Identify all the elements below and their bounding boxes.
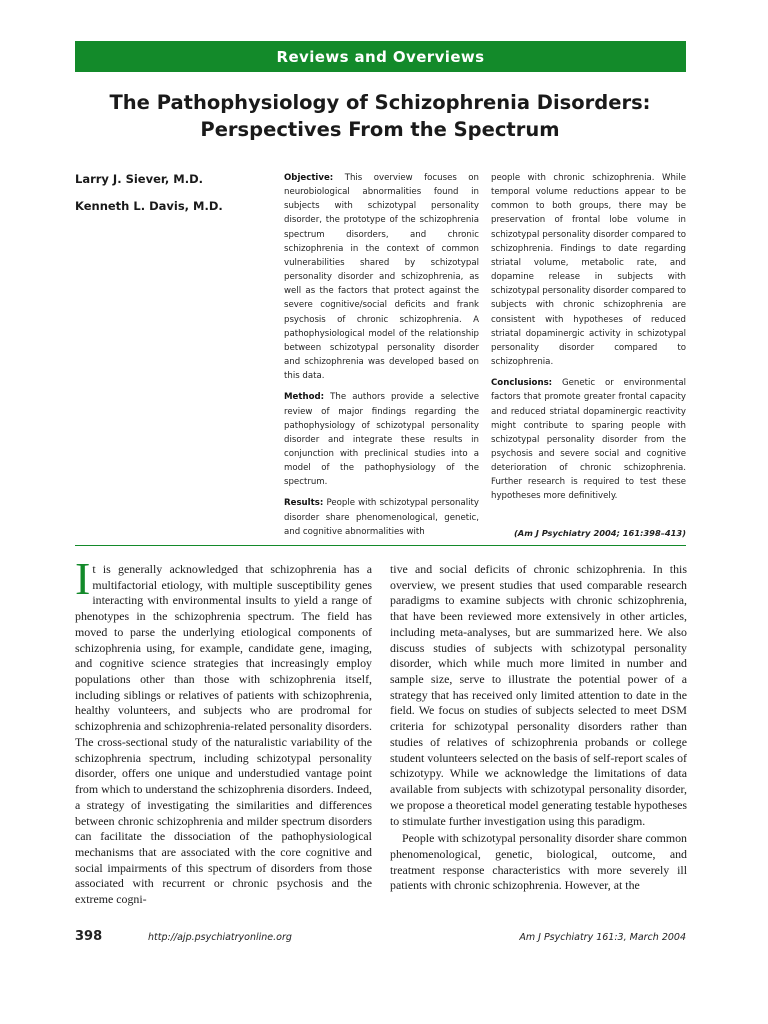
body-column-right (390, 562, 687, 894)
method-text: The authors provide a selective review of major findings regarding the pathophysiology of schizotypal personality disorder and integrate these results in conjunction with preclinical studies into a model of the pathophysiology of the spectrum. (284, 392, 479, 488)
method-label: Method: (284, 392, 325, 403)
section-banner (75, 41, 686, 72)
article-title (60, 89, 700, 143)
section-divider (75, 545, 686, 546)
conclusions-label: Conclusions: (491, 378, 553, 389)
conclusions-text: Genetic or environmental factors that promote greater frontal capacity and reduced striatal dopaminergic reactivity might contribute to sparing people with schizotypal personality disorder from the psychosis and severe social and cognitive deterioration of chronic schizophrenia. Further research is required to test these hypotheses more definitively. (491, 378, 686, 502)
abstract-column-right (491, 171, 686, 511)
abstract-results-continued: people with chronic schizophrenia. While temporal volume reductions appear to be common to both groups, there may be preservation of frontal lobe volume in schizotypal personality disorder compared to schizophrenia. Findings to date regarding striatal volume, metabolic rate, and dopamine release in subjects with schizotypal personality disorder compared to subjects with chronic schizophrenia are consistent with hypotheses of reduced striatal dopaminergic activity in schizotypal personality disorder compared to schizophrenia. (491, 173, 686, 368)
abstract-column-left (284, 171, 479, 546)
author-list (75, 172, 265, 226)
body-paragraph-text: t is generally acknowledged that schizophrenia has a multifactorial etiology, with multiple susceptibility genes interacting with environmental insults to yield a range of phenotypes in the schizophrenia spectrum. The field has moved to parse the underlying etiological components of schizophrenia using, for example, candidate gene, imaging, and cognitive science strategies that increasingly employ populations other than those with schizophrenia itself, including siblings or relatives of patients with schizophrenia, healthy volunteers, and subjects who are prodromal for schizophrenia and schizophrenia-related personality disorders. The cross-sectional study of the naturalistic variability of the schizophrenia spectrum, including schizotypal personality disorder, offers one unique and understudied vantage point from which to understand the schizophrenia disorders. Indeed, a strategy of investigating the similarities and differences between chronic schizophrenia and milder spectrum disorders can facilitate the dissociation of the pathophysiological mechanisms that are associated with the core cognitive and social impairments of this spectrum of disorders from those associated with recurrent or chronic psychosis and the extreme cogni- (75, 562, 372, 907)
body-paragraph: People with schizotypal personality disorder share common phenomenological, genetic, biological, outcome, and treatment response characteristics with more severely ill patients with chronic schizophrenia. However, at the (390, 831, 687, 893)
article-citation: (Am J Psychiatry 2004; 161:398–413) (514, 528, 686, 538)
body-column-left (75, 553, 372, 908)
author-name: Kenneth L. Davis, M.D. (75, 199, 223, 213)
section-label: Reviews and Overviews (276, 47, 485, 66)
results-label: Results: (284, 498, 324, 509)
abstract-method (284, 390, 479, 489)
page-number: 398 (75, 929, 103, 944)
body-paragraph-continued: tive and social deficits of chronic schizophrenia. In this overview, we present studies that used comparable research paradigms to examine subjects with chronic schizophrenia, that have been reviewed more extensively in other articles, including meta-analyses, but are summarized here. We also discuss studies of subjects with schizotypal personality disorder, which while much more limited in number and sample size, serve to illustrate the potential power of a strategy that has received only limited attention to date in the field. We focus on studies of subjects selected to meet DSM criteria for schizotypal personality disorders rather than studies of relatives of schizophrenia probands or college student volunteers selected on the basis of self-report scales of schizotypy. While we acknowledge the limitations of data available from subjects with schizotypal personality disorder, we propose a theoretical model generating testable hypotheses to stimulate further investigation using this paradigm. (390, 562, 687, 828)
abstract-conclusions (491, 376, 686, 503)
abstract-objective (284, 171, 479, 383)
results-text: People with schizotypal personality disorder share phenomenological, genetic, and cognitive abnormalities with (284, 498, 479, 537)
drop-cap: I (75, 553, 91, 604)
author-name: Larry J. Siever, M.D. (75, 172, 203, 186)
journal-issue: Am J Psychiatry 161:3, March 2004 (519, 932, 686, 943)
objective-text: This overview focuses on neurobiological abnormalities found in subjects with schizotypal personality disorder, the prototype of the schizophrenia spectrum disorders, and chronic schizophrenia in the context of common vulnerabilities shared by schizotypal personality disorder and schizophrenia, as well as the factors that protect against the severe cognitive/social deficits and frank psychosis of chronic schizophrenia. A pathophysiological model of the relationship between schizotypal personality disorder and schizophrenia was developed based on this data. (284, 173, 479, 382)
journal-url-link[interactable]: http://ajp.psychiatryonline.org (148, 932, 292, 943)
title-line-1: The Pathophysiology of Schizophrenia Disorders: (109, 91, 651, 114)
body-paragraph (75, 553, 372, 908)
objective-label: Objective: (284, 173, 334, 183)
title-line-2: Perspectives From the Spectrum (200, 118, 560, 141)
